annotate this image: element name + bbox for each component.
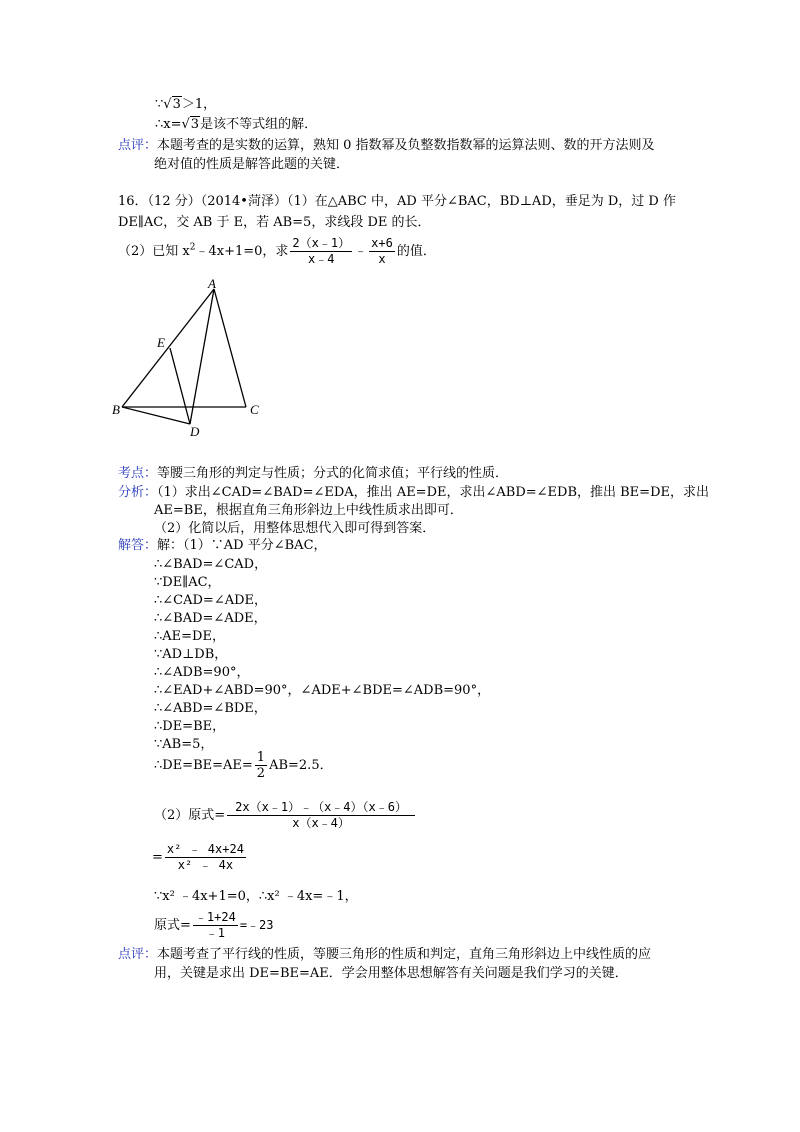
fenxi-line-1: 分析：（1）求出∠CAD=∠BAD=∠EDA，推出 AE=DE，求出∠ABD=∠EDB，推出 BE=DE，求出 [118,485,709,500]
fraction-2: $\frac{x+6}{x}$ [371,236,393,266]
result-fraction: $\frac{﹣1+24}{﹣1}$ [194,910,236,940]
problem-16-line-3: （2）已知 $x^2﹣4x+1=0$，求 $\frac{2(x﹣1)}{x﹣4}$ ﹣ $\frac{x+6}{x}$ 的值． [118,236,436,266]
comment-label: 点评： [118,138,158,153]
top-line-2: ∴x=√3是该不等式组的解． [155,117,318,132]
comment-2-line-2: 用，关键是求出 DE=BE=AE．学会用整体思想解答有关问题是我们学习的关键． [154,966,628,981]
sqrt-symbol: √3 [163,97,181,112]
comment-2-line-1: 点评：本题考查了平行线的性质，等腰三角形的性质和判定，直角三角形斜边上中线性质的应 [118,947,652,962]
fenxi-label: 分析： [118,485,158,500]
vertex-label-c: C [250,402,259,417]
jieda-step: ∵AB=5， [154,737,214,752]
problem-16-line-1: 16．（12 分）（2014•菏泽）（1）在△ABC 中，AD 平分∠BAC，BD⊥AD，垂足为 D，过 D 作 [118,194,676,209]
fenxi-line-2: AE=BE，根据直角三角形斜边上中线性质求出即可． [154,503,463,518]
kaodian-line: 考点：等腰三角形的判定与性质；分式的化简求值；平行线的性质． [118,466,509,481]
vertex-label-e: E [157,335,165,350]
part2-fraction: $\frac{2x(x﹣1)﹣(x﹣4)(x﹣6)}{x(x﹣4)}$ [227,800,415,831]
half-fraction: $\frac{1}{2}$ [256,750,266,781]
jieda-step: ∴∠ABD=∠BDE， [154,701,267,716]
jieda-final-1: ∴DE=BE=AE= $\frac{1}{2}$ AB=2.5． [154,750,333,781]
jieda-step: ∴AE=DE， [154,629,225,644]
comment-1-line-1: 点评：本题考查的是实数的运算，熟知 0 指数幂及负整数指数幂的运算法则、数的开方法则及 [118,138,655,153]
segment-ad [190,289,214,424]
problem-16-line-2: DE∥AC，交 AB 于 E，若 AB=5，求线段 DE 的长． [118,215,431,230]
jieda-step: ∴∠BAD=∠ADE， [154,611,267,626]
jieda-step: ∴∠BAD=∠CAD， [154,557,268,572]
kaodian-label: 考点： [118,466,158,481]
jieda-step: ∴∠CAD=∠ADE， [154,593,268,608]
sqrt-symbol: √3 [181,117,200,132]
jieda-step: ∵AD⊥DB， [154,647,228,662]
vertex-label-b: B [112,402,120,417]
jieda-label: 解答： [118,538,158,553]
part2-result: 原式= $\frac{﹣1+24}{﹣1}$ =﹣23 [154,910,274,940]
part2-condition: ∵x² ﹣4x+1=0，∴x² ﹣4x=﹣1， [154,889,358,904]
jieda-line-0: 解答：解：（1）∵AD 平分∠BAC， [118,538,327,553]
segment-ac [214,289,246,407]
comment-1-line-2: 绝对值的性质是解答此题的关键． [154,157,350,172]
comment-label: 点评： [118,947,158,962]
fenxi-line-3: （2）化简以后，用整体思想代入即可得到答案． [154,521,436,536]
jieda-step: ∵DE∥AC， [154,575,221,590]
part2-expression: （2）原式= $\frac{2x(x﹣1)﹣(x﹣4)(x﹣6)}{x(x﹣4)}$ [154,800,417,831]
part2-simplified-fraction: $\frac{\text{x² ﹣ 4x+24}}{\text{x² ﹣ 4x}}$ [166,842,244,872]
jieda-step: ∴∠EAD+∠ABD=90°，∠ADE+∠BDE=∠ADB=90°， [154,683,491,698]
fraction-1: $\frac{2(x﹣1)}{x﹣4}$ [292,236,351,266]
vertex-label-d: D [190,424,200,436]
segment-bd [122,407,190,424]
jieda-step: ∴∠ADB=90°， [154,665,250,680]
jieda-step: ∴DE=BE， [154,719,226,734]
triangle-figure [110,276,270,436]
segment-de [170,348,190,424]
part2-equals: = $\frac{\text{x² ﹣ 4x+24}}{\text{x² ﹣ 4x}}$ [152,842,244,872]
segment-ab [122,289,214,407]
vertex-label-a: A [208,276,216,291]
top-line-1: ∵√3＞1， [155,97,217,112]
